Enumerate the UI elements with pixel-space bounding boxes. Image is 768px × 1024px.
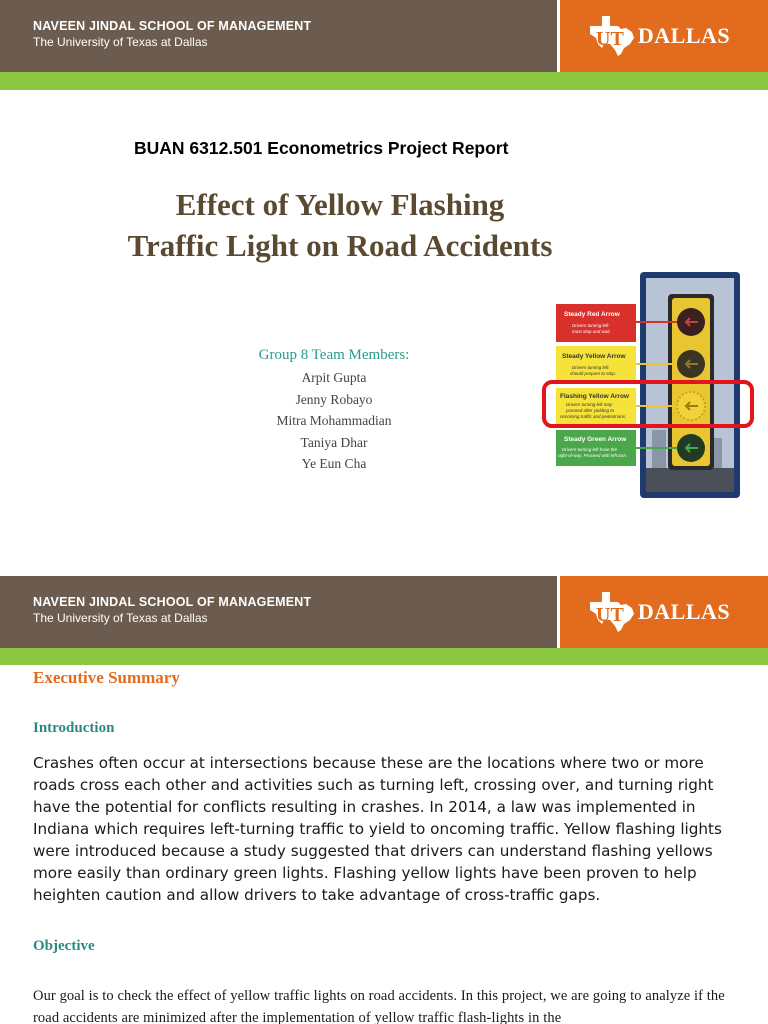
team-member: Ye Eun Cha <box>301 456 367 471</box>
label-desc-red: must stop and wait. <box>572 329 611 334</box>
logo-dallas-text: DALLAS <box>637 23 731 48</box>
logo-ut-text: UT <box>595 28 624 50</box>
utd-logo-block <box>560 576 768 648</box>
label-title-green: Steady Green Arrow <box>564 436 627 443</box>
label-title-flashing: Flashing Yellow Arrow <box>560 393 629 400</box>
course-title: BUAN 6312.501 Econometrics Project Report <box>134 138 509 158</box>
traffic-light-illustration <box>540 270 758 500</box>
texas-star-icon <box>588 590 636 634</box>
utd-logo-block <box>560 0 768 72</box>
school-block <box>0 576 557 648</box>
team-member: Arpit Gupta <box>301 370 367 385</box>
executive-summary-heading: Executive Summary <box>33 668 180 687</box>
utd-logo <box>588 14 730 58</box>
label-title-red: Steady Red Arrow <box>564 311 620 318</box>
texas-star-icon <box>588 14 636 58</box>
introduction-heading: Introduction <box>33 720 115 736</box>
accent-bar <box>0 648 768 665</box>
label-desc-flashing: proceed after yielding to <box>566 408 615 413</box>
label-desc-flashing: Drivers turning left may <box>566 402 613 407</box>
report-title-line2: Traffic Light on Road Accidents <box>127 228 553 263</box>
label-desc-green: Drivers turning left have the <box>562 447 618 452</box>
school-name: NAVEEN JINDAL SCHOOL OF MANAGEMENT <box>33 595 312 609</box>
utd-logo <box>588 590 730 634</box>
team-member: Taniya Dhar <box>300 434 368 450</box>
label-title-yellow: Steady Yellow Arrow <box>562 353 626 360</box>
label-desc-yellow: Drivers turning left <box>572 365 609 370</box>
label-desc-red: Drivers turning left <box>572 323 609 328</box>
label-desc-yellow: should prepare to stop. <box>570 371 617 376</box>
header-banner <box>0 0 768 72</box>
school-name: NAVEEN JINDAL SCHOOL OF MANAGEMENT <box>33 19 312 33</box>
label-desc-green: right-of-way. Proceed with left turn. <box>558 453 628 458</box>
header-banner <box>0 576 768 648</box>
logo-ut-text: UT <box>595 604 624 626</box>
report-title-line1: Effect of Yellow Flashing <box>175 187 505 222</box>
school-block <box>0 0 557 72</box>
team-members <box>204 345 464 475</box>
team-member: Jenny Robayo <box>295 391 373 407</box>
accent-bar <box>0 72 768 90</box>
label-desc-flashing: oncoming traffic and pedestrians. <box>560 414 627 419</box>
road-strip <box>646 468 734 492</box>
university-name: The University of Texas at Dallas <box>33 611 208 625</box>
university-name: The University of Texas at Dallas <box>33 35 208 49</box>
team-heading: Group 8 Team Members: <box>258 347 410 363</box>
logo-dallas-text: DALLAS <box>637 599 731 624</box>
team-member: Mitra Mohammadian <box>276 413 392 428</box>
objective-heading: Objective <box>33 938 95 954</box>
introduction-paragraph: Crashes often occur at intersections because these are the locations where two or more roads cross each other and activities such as turning left, crossing over, and turning right have the potential for conflicts resulting in crashes. In 2014, a law was implemented in Indiana which requires left-turning traffic to yield to oncoming traffic. Yellow flashing lights were introduced because a study suggested that drivers can understand flashing yellows more easily than ordinary green lights. Flashing yellow lights have been proven to help heighten caution and allow drivers to take advantage of cross-traffic gaps. <box>33 754 722 904</box>
objective-paragraph: Our goal is to check the effect of yellow traffic lights on road accidents. In this project, we are going to analyze if the road accidents are minimized after the implementation of yellow traffic flash-lights in the <box>33 988 725 1024</box>
report-title <box>60 184 620 266</box>
